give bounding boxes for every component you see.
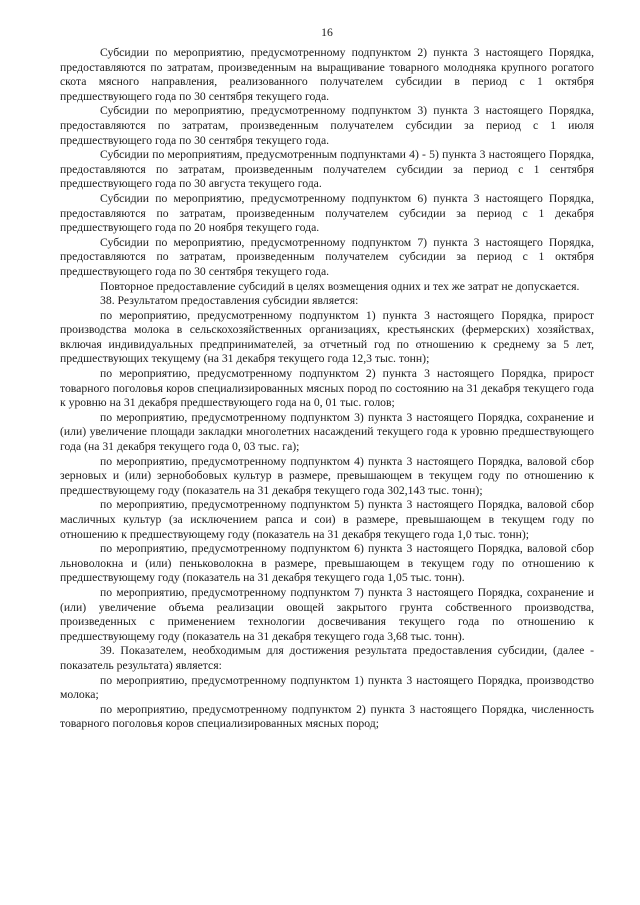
paragraph: Субсидии по мероприятию, предусмотренному подпунктом 6) пункта 3 настоящего Порядка, предоставляются по затратам, произведенным получателем субсидии за период с 1 декабря предшествующего года по 20 ноября текущего года. bbox=[60, 191, 594, 235]
paragraph: 39. Показателем, необходимым для достижения результата предоставления субсидии, (далее - показатель результата) является: bbox=[60, 644, 594, 672]
paragraph: по мероприятию, предусмотренному подпунктом 2) пункта 3 настоящего Порядка, численность товарного поголовья коров специализированных мясных пород; bbox=[60, 702, 594, 731]
paragraph: по мероприятию, предусмотренному подпунктом 6) пункта 3 настоящего Порядка, валовой сбор льноволокна и (или) пеньковолокна в размере, превышающем в текущем году по отношению к предшествующему году (показатель на 31 декабря текущего года 1,05 тыс. тонн). bbox=[60, 542, 594, 585]
paragraph: Субсидии по мероприятиям, предусмотренным подпунктами 4) - 5) пункта 3 настоящего Порядка, предоставляются по затратам, произведенным получателем субсидии за период с 1 сентября предшествующего года по 30 августа текущего года. bbox=[60, 148, 594, 191]
paragraph: Повторное предоставление субсидий в целях возмещения одних и тех же затрат не допускается. bbox=[100, 279, 580, 293]
document-page bbox=[60, 26, 594, 732]
paragraph: по мероприятию, предусмотренному подпунктом 5) пункта 3 настоящего Порядка, валовой сбор масличных культур (за исключением рапса и сои) в размере, превышающем в текущем году по отношению к предшествующему году (показатель на 31 декабря текущего года 1,0 тыс. тонн); bbox=[60, 498, 594, 541]
paragraph: 38. Результатом предоставления субсидии является: bbox=[100, 294, 359, 308]
paragraph: Субсидии по мероприятию, предусмотренному подпунктом 7) пункта 3 настоящего Порядка, предоставляются по затратам, произведенным получателем субсидии за период с 1 октября предшествующего года по 30 сентября текущего года. bbox=[60, 235, 594, 278]
paragraph: по мероприятию, предусмотренному подпунктом 2) пункта 3 настоящего Порядка, прирост товарного поголовья коров специализированных мясных пород по состоянию на 31 декабря текущего года к уровню на 31 декабря предшествующего года на 0, 01 тыс. голов; bbox=[60, 367, 594, 410]
paragraph: по мероприятию, предусмотренному подпунктом 1) пункта 3 настоящего Порядка, прирост производства молока в сельскохозяйственных организациях, крестьянских (фермерских) хозяйствах, включая индивидуальных предпринимателей, за отчетный год по отношению к среднему за 5 лет, предшествующих текущему (на 31 декабря текущего года 12,3 тыс. тонн); bbox=[60, 308, 594, 366]
paragraph: Субсидии по мероприятию, предусмотренному подпунктом 3) пункта 3 настоящего Порядка, предоставляются по затратам, произведенным получателем субсидии за период с 1 июля предшествующего года по 30 сентября текущего года. bbox=[60, 104, 594, 147]
paragraph: по мероприятию, предусмотренному подпунктом 1) пункта 3 настоящего Порядка, производство молока; bbox=[60, 673, 594, 702]
paragraph: по мероприятию, предусмотренному подпунктом 4) пункта 3 настоящего Порядка, валовой сбор зерновых и (или) зернобобовых культур в размере, превышающем в текущем году по отношению к предшествующему году (показатель на 31 декабря текущего года 302,143 тыс. тонн); bbox=[60, 454, 594, 497]
page-number: 16 bbox=[321, 26, 333, 39]
paragraph: по мероприятию, предусмотренному подпунктом 3) пункта 3 настоящего Порядка, сохранение и (или) увеличение площади закладки многолетних насаждений текущего года к уровню предшествующего года (на 31 декабря текущего года 0, 03 тыс. га); bbox=[60, 410, 594, 454]
document-body bbox=[60, 46, 594, 732]
paragraph: по мероприятию, предусмотренному подпунктом 7) пункта 3 настоящего Порядка, сохранение и (или) увеличение объема реализации овощей закрытого грунта собственного производства, произведенных с применением технологии досвечивания текущего года по отношению к предшествующему году (показатель на 31 декабря текущего года 3,68 тыс. тонн). bbox=[60, 585, 594, 643]
paragraph: Субсидии по мероприятию, предусмотренному подпунктом 2) пункта 3 настоящего Порядка, предоставляются по затратам, произведенным на выращивание товарного молодняка крупного рогатого скота мясного направления, реализованного получателем субсидии в период с 1 октября предшествующего года по 30 сентября текущего года. bbox=[60, 46, 594, 103]
